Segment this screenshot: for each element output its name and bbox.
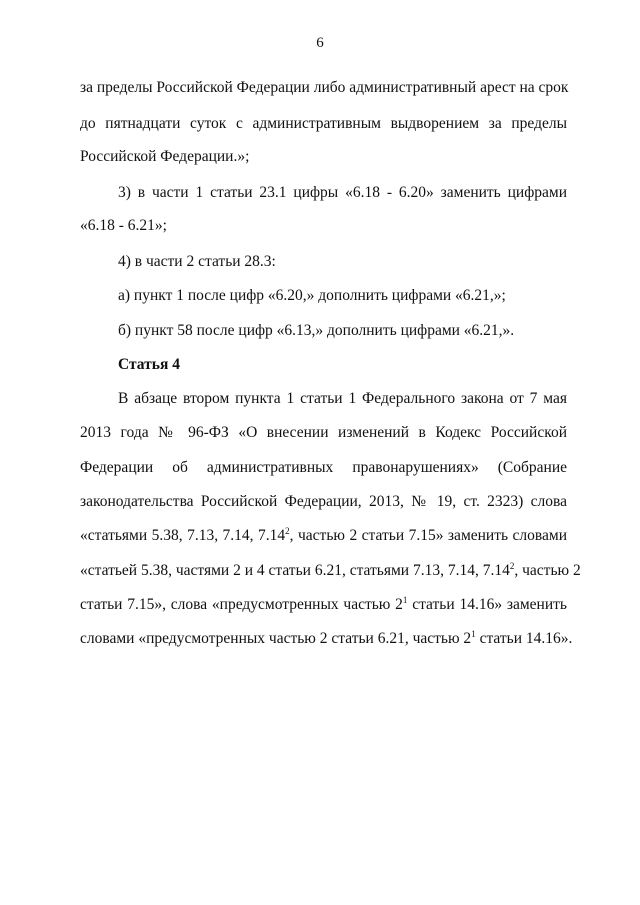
text-segment: «статьями 5.38, 7.13, 7.14, 7.14	[80, 527, 286, 544]
page-number: 6	[316, 35, 324, 51]
sub-item-b: б) пункт 58 после цифр «6.13,» дополнить цифрами «6.21,».	[118, 322, 515, 339]
article-line: 2013 года № 96-ФЗ «О внесении изменений в Кодекс Российской	[80, 424, 567, 441]
list-item-4: 4) в части 2 статьи 28.3:	[118, 253, 276, 270]
text-segment: , частью 2	[514, 562, 581, 579]
list-item-3-continuation: «6.18 - 6.21»;	[80, 217, 167, 234]
text-segment: , частью 2 статьи 7.15» заменить словами	[289, 527, 567, 544]
paragraph-line: за пределы Российской Федерации либо административный арест на срок	[80, 79, 569, 96]
article-line	[80, 561, 581, 581]
text-segment: статьи 14.16».	[475, 630, 573, 647]
paragraph-line: Российской Федерации.»;	[80, 148, 250, 165]
text-segment: словами «предусмотренных частью 2 статьи 6.21, частью 2	[80, 630, 472, 647]
paragraph-line: до пятнадцати суток с административным выдворением за пределы	[80, 115, 567, 132]
article-line	[80, 526, 567, 546]
superscript: 2	[509, 561, 515, 571]
text-segment: «статьей 5.38, частями 2 и 4 статьи 6.21, статьями 7.13, 7.14, 7.14	[80, 562, 510, 579]
article-heading: Статья 4	[118, 356, 180, 373]
article-line: законодательства Российской Федерации, 2013, № 19, ст. 2323) слова	[80, 493, 567, 510]
superscript: 1	[402, 595, 408, 605]
text-segment: статьи 14.16» заменить	[407, 596, 567, 613]
article-line	[80, 595, 567, 615]
superscript: 2	[285, 526, 290, 536]
article-line: В абзаце втором пункта 1 статьи 1 Федерального закона от 7 мая	[118, 390, 567, 407]
article-line	[80, 629, 573, 649]
superscript: 1	[471, 629, 476, 639]
article-line: Федерации об административных правонарушениях» (Собрание	[80, 459, 567, 476]
sub-item-a: а) пункт 1 после цифр «6.20,» дополнить цифрами «6.21,»;	[118, 287, 506, 304]
text-segment: статьи 7.15», слова «предусмотренных частью 2	[80, 596, 403, 613]
list-item-3: 3) в части 1 статьи 23.1 цифры «6.18 - 6.20» заменить цифрами	[118, 184, 567, 201]
